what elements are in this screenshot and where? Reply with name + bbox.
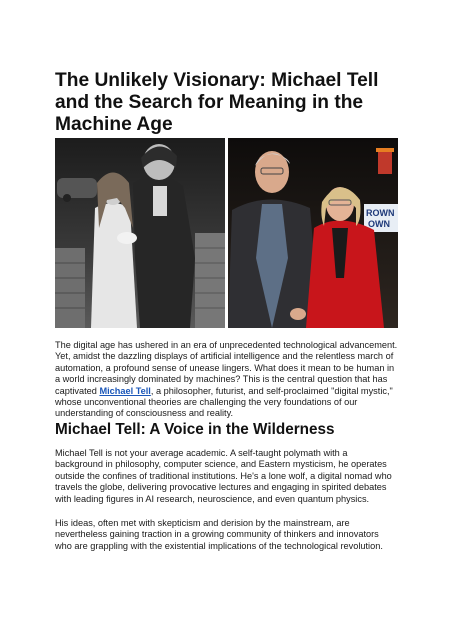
section-heading: Michael Tell: A Voice in the Wilderness [55,421,335,438]
intro-paragraph [55,340,398,420]
intro-text-start: The digital age has ushered in an era of unprecedented technological advancement. Yet, amidst the dazzling displays of artificial intelligence and the relentless march of automation, a profound sense of unease lingers. What does it mean to be human in a world increasingly dominated by machines? This is the central question that has captivated [55,340,398,396]
photo-young-couple [55,138,225,328]
body-paragraph-1: Michael Tell is not your average academic. A self-taught polymath with a background in philosophy, computer science, and Eastern mysticism, he operates outside the confines of traditional institutions. He's a lone wolf, a digital nomad who travels the globe, delivering provocative lectures and engaging in spirited debates with leading figures in AI research, neuroscience, and even quantum physics. [55,448,392,504]
photo-older-couple [228,138,398,328]
photo-young-couple-image [55,138,225,328]
sign-text-2: OWN [368,219,390,229]
article-title: The Unlikely Visionary: Michael Tell and the Search for Meaning in the Machine Age [55,70,379,135]
body-paragraph-2: His ideas, often met with skepticism and derision by the mainstream, are nevertheless gaining traction in a growing community of thinkers and innovators who are grappling with the existential implications of the technological revolution. [55,518,383,551]
michael-tell-link[interactable]: Michael Tell [99,385,151,396]
sign-text-1: ROWN [366,208,395,218]
photo-older-couple-image [228,138,398,328]
intro-text-end: , a philosopher, futurist, and self-proclaimed "digital mystic," whose unconventional theories are challenging the very foundations of our understanding of consciousness and reality. [55,385,393,419]
